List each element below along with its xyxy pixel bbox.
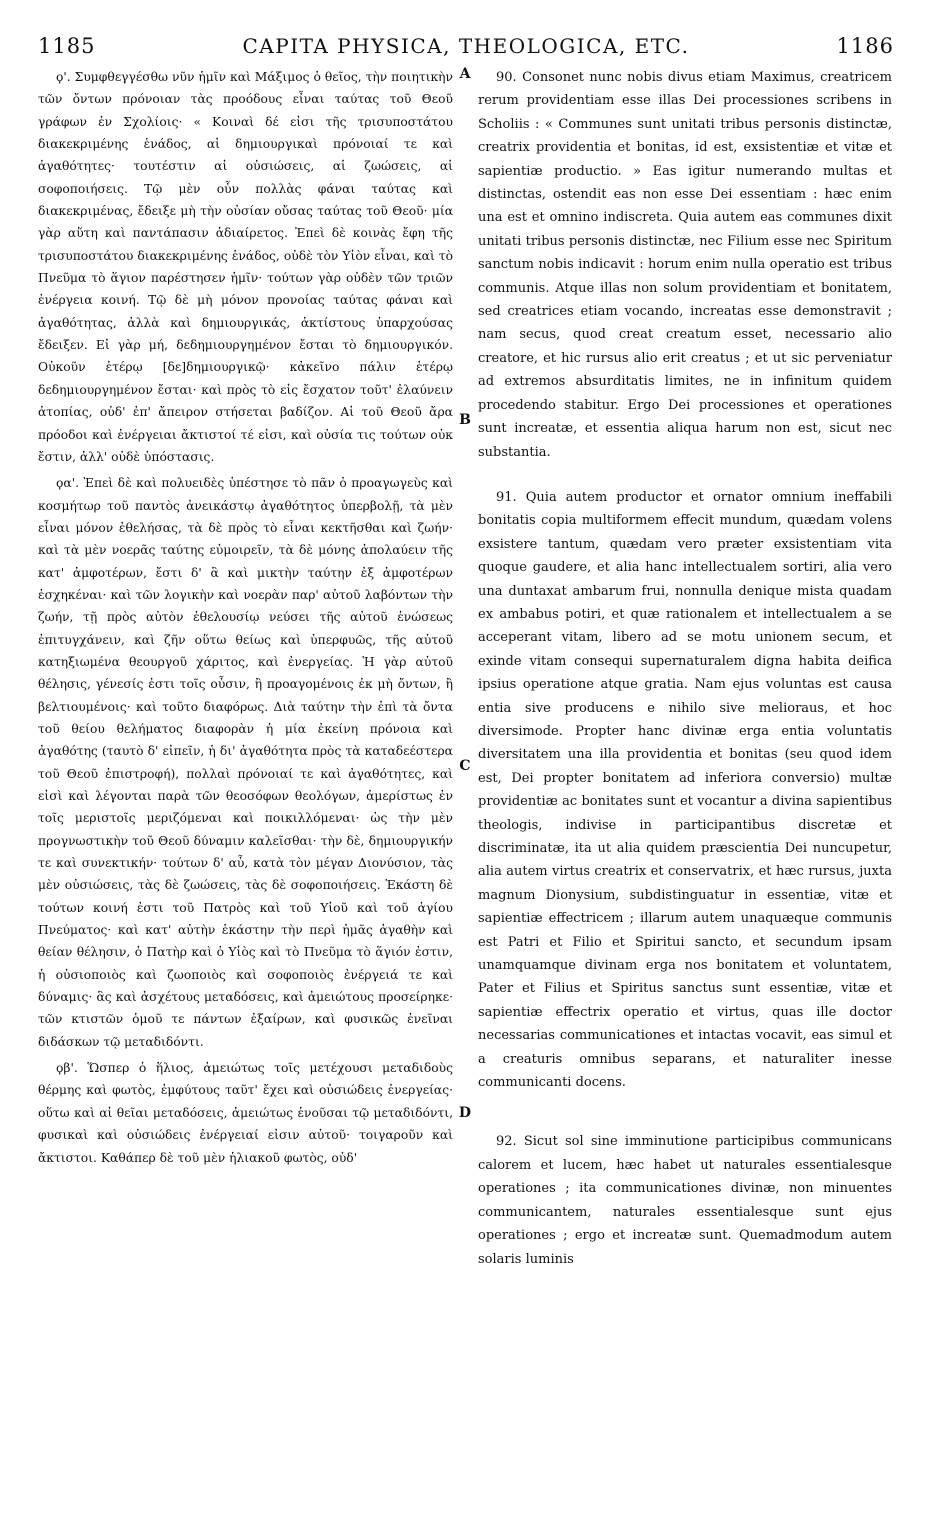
running-header (38, 34, 894, 62)
page-number-right: 1186 (836, 34, 894, 58)
greek-paragraph-91-text: ϙα'. Ἐπεὶ δὲ καὶ πολυειδὲς ὑπέστησε τὸ πᾶν ὁ προαγωγεὺς καὶ κοσμήτωρ τοῦ παντὸς ἀνεικάστῳ ἀγαθότητος ὑπερβολῇ, τὰ μὲν εἶναι μόνον ἐθελήσας, τὰ δὲ πρὸς τὸ εἶναι κεκτῆσθαι καὶ ζωήν· καὶ τὰ μὲν νοερᾶς ταύτης εὐμοιρεῖν, τὰ δὲ μόνης ἀπολαύειν τῆς κατ' ἀμφοτέρων, ἔστι δ' ἃ καὶ μικτὴν ταύτην ἐξ ἀμφοτέρων ἐσχηκέναι· καὶ τῶν λογικὴν καὶ νοερὰν παρ' αὐτοῦ λαβόντων τὴν ζωήν, τῇ πρὸς αὐτὸν ἐθελουσίῳ νεύσει τῆς αὐτοῦ ἑνώσεως ἐπιτυγχάνειν, καὶ ζῆν οὕτω θείως καὶ ὑπερφυῶς, τῆς αὐτοῦ κατηξιωμένα θεουργοῦ χάριτος, καὶ ἐνεργείας. Ἡ γὰρ αὐτοῦ θέλησις, γένεσίς ἐστι τοῖς οὖσιν, ἢ προαγομένοις ἐκ μὴ ὄντων, ἢ βελτιουμένοις· καὶ τοῦτο διαφόρως. Διὰ ταύτην τὴν ἐπὶ τὰ ὄντα τοῦ θείου θελήματος διαφορὰν ἡ μία ἐκείνη πρόνοια καὶ ἀγαθότης (ταυτὸ δ' εἰπεῖν, ἡ δι' ἀγαθότητα πρὸς τὰ καταδεέστερα τοῦ Θεοῦ ἐπιστροφή), πολλαὶ πρόνοιαί τε καὶ ἀγαθότητες, καὶ εἰσὶ καὶ λέγονται παρὰ τῶν θεοσόφων θεολόγων, ἀμερίστως ἐν τοῖς μεριστοῖς μεριζόμεναι καὶ ποικιλλόμεναι· ὡς τὴν μὲν προγνωστικὴν τοῦ Θεοῦ δύναμιν καλεῖσθαι· τὴν δὲ, δημιουργικήν τε καὶ συνεκτικήν· τούτων δ' αὖ, κατὰ τὸν μέγαν Διονύσιον, τὰς μὲν οὐσιώσεις, τὰς δὲ ζωώσεις, τὰς δὲ σοφοποιήσεις. Ἑκάστη δὲ τούτων κοινή ἐστι τοῦ Πατρὸς καὶ τοῦ Υἱοῦ καὶ τοῦ ἁγίου Πνεύματος· καὶ κατ' αὐτὴν ἑκάστην τὴν περὶ ἡμᾶς ἀγαθὴν καὶ θείαν θέλησιν, ὁ Πατὴρ καὶ ὁ Υἱὸς καὶ τὸ Πνεῦμα τὸ ἅγιόν ἐστιν, ἡ οὐσιοποιὸς καὶ ζωοποιὸς καὶ σοφοποιὸς ἐνέργειά τε καὶ δύναμις· ἃς καὶ ἀσχέτους μεταδόσεις, καὶ ἀμειώτους προσείρηκε· τῶν κτιστῶν ὁμοῦ τε πάντων ἐξαίρων, καὶ φυσικῶς ἐνεῖναι διδάσκων τῷ μεταδιδόντι. (38, 476, 453, 1049)
latin-paragraph-92 (478, 1130, 892, 1270)
section-marker-c: C (459, 758, 471, 774)
section-marker-d: D (458, 1105, 472, 1121)
latin-column (478, 66, 892, 1271)
latin-paragraph-90-text: 90. Consonet nunc nobis divus etiam Maximus, creatricem rerum providentiam esse illas Dei processiones scribens in Scholiis : « Communes sunt unitati tribus personis distinctæ, creatrix providentia et bonitas, id est, exsistentiæ et vitæ et sapientiæ productio. » Eas igitur numerando multas et distinctas, ostendit eas non esse Dei essentiam : hæc enim una est et omnino indiscreta. Quia autem eas communes dixit unitati tribus personis distinctæ, nec Filium esse nec Spiritum sanctum nobis indicavit : horum enim nulla operatio est tribus communis. Atque illas non solum providentiam et bonitatem, sed creatrices etiam vocando, increatas esse demonstravit ; nam secus, quod creat creatum esset, necessario alio creatore, et hic rursus alio erit creatus ; et ut sic perveniatur ad extremos absurditatis limites, ne in infinitum quidem procedendo stabitur. Ergo Dei processiones et operationes sunt increatæ, et essentia aliqua harum non est, sicut nec substantia. (478, 70, 892, 460)
greek-paragraph-90 (38, 66, 453, 468)
greek-paragraph-90-text: ϙ'. Συμφθεγγέσθω νῦν ἡμῖν καὶ Μάξιμος ὁ θεῖος, τὴν ποιητικὴν τῶν ὄντων πρόνοιαν τὰς προόδους εἶναι ταύτας τοῦ Θεοῦ γράφων ἐν Σχολίοις· « Κοιναὶ δέ εἰσι τῆς τρισυποστάτου διακεκριμένης ἑνάδος, αἱ δημιουργικαὶ πρόνοιαί τε καὶ ἀγαθότητες· τουτέστιν αἱ οὐσιώσεις, αἱ ζωώσεις, αἱ σοφοποιήσεις. Τῷ μὲν οὖν πολλὰς φάναι ταύτας καὶ διακεκριμένας, ἔδειξε μὴ τὴν οὐσίαν οὔσας ταύτας τοῦ Θεοῦ· μία γὰρ αὕτη καὶ παντάπασιν ἀδιαίρετος. Ἐπεὶ δὲ κοινὰς ἔφη τῆς τρισυποστάτου διακεκριμένης ἑνάδος, οὐδὲ τὸν Υἱὸν εἶναι, καὶ τὸ Πνεῦμα τὸ ἅγιον παρέστησεν ἡμῖν· τούτων γὰρ οὐδὲν τῶν τριῶν ἐνέργεια κοινή. Τῷ δὲ μὴ μόνον προνοίας ταύτας φάναι καὶ ἀγαθότητας, ἀλλὰ καὶ δημιουργικάς, ἀκτίστους ὑπαρχούσας ἔδειξεν. Εἰ γὰρ μή, δεδημιουργημένον ἔσται τὸ δημιουργικόν. Οὐκοῦν ἑτέρῳ [δε]δημιουργικῷ· κἀκεῖνο πάλιν ἑτέρῳ δεδημιουργημένον ἔσται· καὶ πρὸς τὸ εἰς ἔσχατον τοῦτ' ἐλαύνειν ἀτοπίας, οὐδ' ἐπ' ἄπειρον στήσεται βαδίζον. Αἱ τοῦ Θεοῦ ἄρα πρόοδοι καὶ ἐνέργειαι ἄκτιστοί τέ εἰσι, καὶ οὐσία τις τούτων οὐκ ἔστιν, ἀλλ' οὐδὲ ὑπόστασις. (38, 70, 453, 464)
latin-paragraph-91-text: 91. Quia autem productor et ornator omnium ineffabili bonitatis copia multiformem effecit mundum, quædam volens exsistere tantum, quædam vero præter exsistentiam vita quoque gaudere, et alia hanc intellectualem sortiri, alia vero una duntaxat ambarum frui, nonnulla denique mista quadam ex ambabus potiri, et quæ rationalem et intellectualem a se acceperant vitam, libero ad se motu unionem secum, et exinde vitam consequi supernaturalem digna habita deifica ipsius operatione atque gratia. Nam ejus voluntas est causa entia sive producens e nihilo sive melioraus, et hoc diversimode. Propter hanc divinæ erga entia voluntatis diversitatem una illa providentia et bonitas (seu quod idem est, Dei propter bonitatem ad inferiora conversio) multæ providentiæ ac bonitates sunt et vocantur a divina sapientibus theologis, indivise in participantibus discretæ et discriminatæ, ita ut alia quidem præscientia Dei nuncupetur, alia autem virtus creatrix et conservatrix, et hæc rursus, juxta magnum Dionysium, subdistinguatur in essentiæ, vitæ et sapientiæ effectricem ; illarum autem unaquæque communis est Patri et Filio et Spiritui sancto, et secundum ipsam unamquamque divinam erga nos bonitatem et voluntatem, Pater et Filius et Spiritus sanctus sunt essentiæ, vitæ et sapientiæ effectrix operatio et virtus, quas ille doctor necessarias communicationes et intactas vocavit, eas simul et a creaturis omnibus separans, et naturaliter inesse communicanti docens. (478, 489, 892, 1091)
latin-paragraph-91 (478, 486, 892, 1095)
greek-paragraph-91 (38, 472, 453, 1053)
latin-paragraph-90 (478, 66, 892, 464)
greek-column (38, 66, 453, 1169)
page-number-left: 1185 (38, 34, 96, 58)
greek-paragraph-92-text: ϙβ'. Ὥσπερ ὁ ἥλιος, ἀμειώτως τοῖς μετέχουσι μεταδιδοὺς θέρμης καὶ φωτὸς, ἐμφύτους ταῦτ' ἔχει καὶ οὐσιώδεις ἐνεργείας· οὕτω καὶ αἱ θεῖαι μεταδόσεις, ἀμειώτως ἑνοῦσαι τῷ μεταδιδόντι, φυσικαὶ καὶ οὐσιώδεις ἐνέργειαί εἰσιν αὐτοῦ· τοιγαροῦν καὶ ἄκτιστοι. Καθάπερ δὲ τοῦ μὲν ἡλιακοῦ φωτὸς, οὐδ' (38, 1061, 453, 1165)
section-marker-a: A (459, 66, 471, 82)
latin-paragraph-92-text: 92. Sicut sol sine imminutione participibus communicans calorem et lucem, hæc habet ut naturales essentialesque operationes ; ita communicationes divinæ, non minuentes communicantem, naturales essentialesque sunt ejus operationes ; ergo et increatæ sunt. Quemadmodum autem solaris luminis (478, 1134, 892, 1267)
section-marker-b: B (459, 412, 471, 428)
greek-paragraph-92 (38, 1057, 453, 1169)
running-title: CAPITA PHYSICA, THEOLOGICA, ETC. (242, 34, 690, 58)
